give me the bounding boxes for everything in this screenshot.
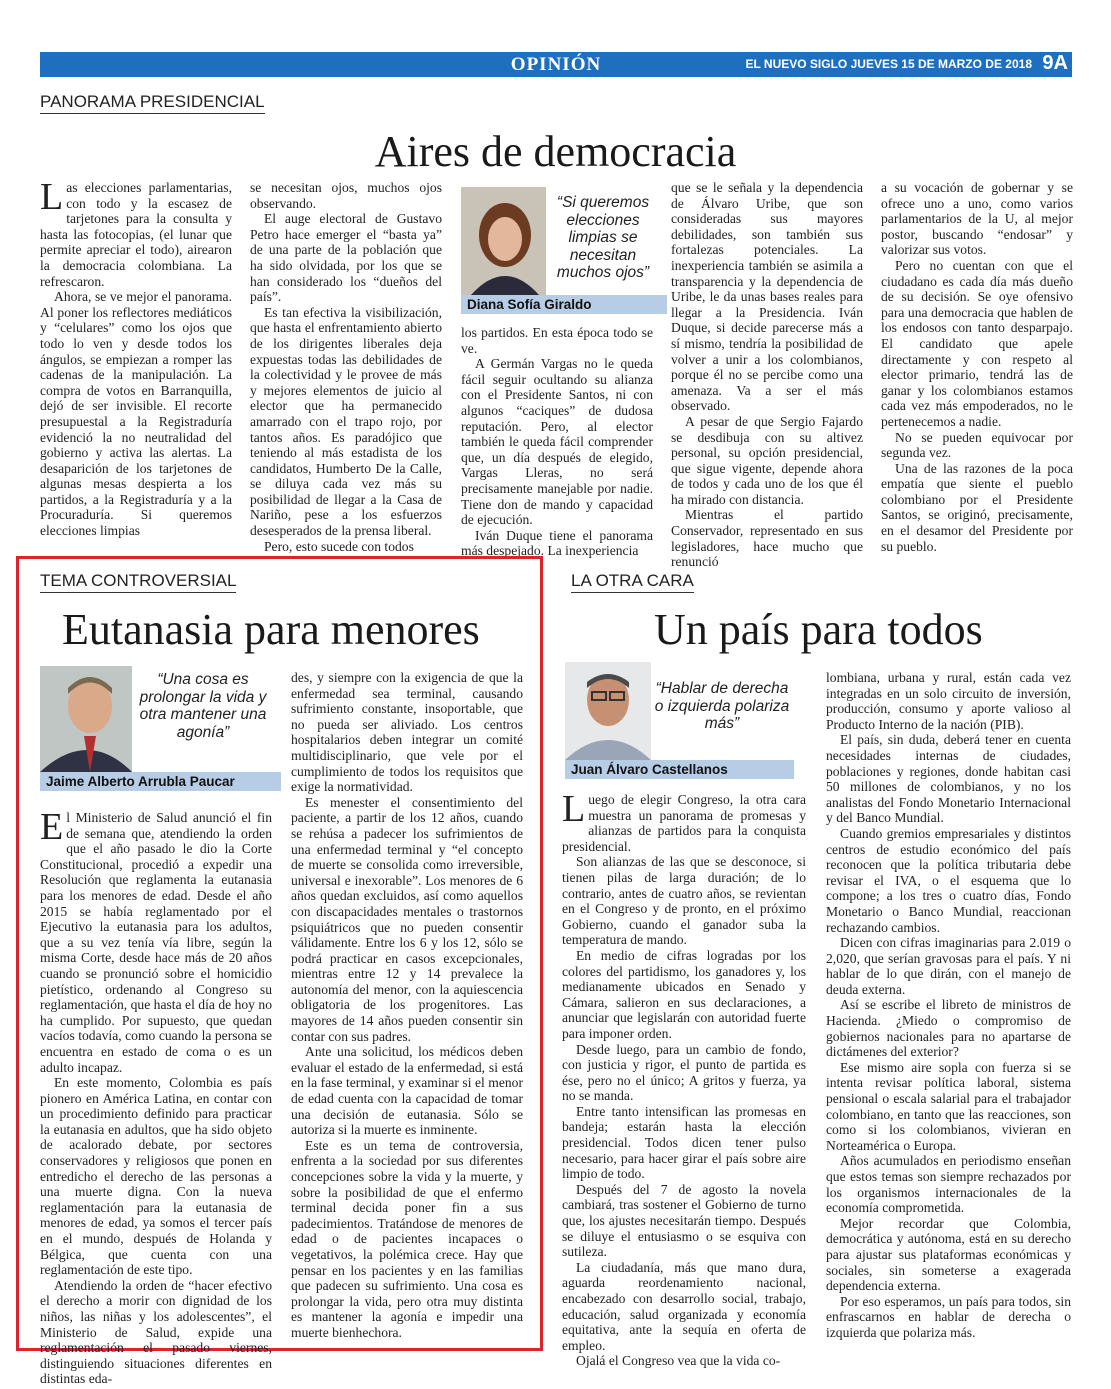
right-kicker: LA OTRA CARA xyxy=(571,571,694,593)
left-pull-quote: “Una cosa es prolongar la vida y otra mantener una agonía” xyxy=(139,671,267,741)
right-pull-quote: “Hablar de derecha o izquierda polariza más” xyxy=(654,680,790,732)
paragraph: Atendiendo la orden de “hacer efectivo el derecho a morir con dignidad de los niños, las niñas y los adolescentes”, el Ministerio de Salud, expide una reglamentación el pasado viernes, distinguiendo situaciones diferentes en distintas eda- xyxy=(40,1277,272,1387)
top-kicker: PANORAMA PRESIDENCIAL xyxy=(40,92,265,114)
paragraph: El país, sin duda, deberá tener en cuenta necesidades internas de ciudades, poblaciones y regiones, donde habitan casi 50 millones de colombianos, y no los analistas del Fondo Monetario Internacional y del Banco Mundial. xyxy=(826,732,1071,826)
section-title: OPINIÓN xyxy=(510,54,602,75)
paragraph: La ciudadanía, más que mano dura, aguarda reordenamiento nacional, encabezado con desarrollo social, trabajo, educación, salud organizada y economía equitativa, ante la sequía en oferta de empleo. xyxy=(562,1259,806,1353)
paragraph: Una de las razones de la poca empatía que siente el pueblo colombiano por el Presidente Santos, se originó, precisamente, en el desamor del Presidente por su pueblo. xyxy=(881,460,1073,554)
author-portrait xyxy=(565,662,651,760)
paragraph xyxy=(562,788,806,854)
paragraph: A Germán Vargas no le queda fácil seguir ocultando su alianza con el Presidente Santos, ni con algunos “caciques” de dudosa reputación. Pero, al elector también le queda fácil comprender que, un día después de elegido, Vargas Lleras, no será precisamente manejable por nadie. Tiene don de mando y capacidad de ejecución. xyxy=(461,356,653,528)
author-portrait-icon xyxy=(40,666,132,772)
paragraph: que se le señala y la dependencia de Álvaro Uribe, que son consideradas sus mayores debilidades, son también sus fortalezas potenciales. La inexperiencia también se asimila a transparencia y la dependencia de Uribe, le da unas bases reales para llegar a la Presidencia. Iván Duque, si decide parecerse más a sí mismo, tendría la posibilidad de volver a unir a los colombianos, porque él no se percibe como una amenaza. Va a ser el más observado. xyxy=(671,180,863,414)
publication-date: EL NUEVO SIGLO JUEVES 15 DE MARZO DE 2018 xyxy=(745,57,1032,71)
paragraph: Iván Duque tiene el panorama más despejado. La inexperiencia xyxy=(461,527,653,559)
paragraph: Desde luego, para un cambio de fondo, con justicia y rigor, el punto de partida es ése, pero no el único; A gritos y fuerza, ya no se manda. xyxy=(562,1041,806,1104)
paragraph-text: as elecciones parlamentarias, con todo y la escasez de tarjetones para la consulta y hasta las fotocopias, (el lunar que permite apreciar el todo), airearon la democracia colombiana. La refrescaron. xyxy=(40,180,232,289)
paragraph xyxy=(40,176,232,289)
drop-cap: E xyxy=(40,806,64,848)
top-column-3 xyxy=(461,325,653,559)
paragraph: Es tan efectiva la visibilización, que hasta el enfrentamiento abierto de los dirigentes liberales deja expuestas todas las debilidades de la colectividad y le provee de más y mejores elementos de juicio al elector que ha permanecido amarrado con el trapo rojo, por tantos años. Es paradójico que teniendo al más estadista de los candidatos, Humberto De la Calle, se diluya cada vez más su posibilidad de llegar a la Casa de Nariño, pese a los esfuerzos desesperados de la prensa liberal. xyxy=(250,304,442,539)
drop-cap: L xyxy=(40,176,64,218)
paragraph: Así se escribe el libreto de ministros de Hacienda. ¿Miedo o compromiso de gobiernos nacionales para no apartarse de dictámenes del exterior? xyxy=(826,997,1071,1060)
drop-cap: L xyxy=(562,788,586,830)
paragraph: Mientras el partido Conservador, representado en sus legisladores, hace mucho que renunció xyxy=(671,507,863,570)
paragraph: No se pueden equivocar por segunda vez. xyxy=(881,429,1073,461)
right-headline: Un país para todos xyxy=(654,605,983,654)
paragraph: los partidos. En esta época todo se ve. xyxy=(461,325,653,356)
left-kicker: TEMA CONTROVERSIAL xyxy=(40,571,236,593)
top-column-2 xyxy=(250,180,442,554)
top-column-5 xyxy=(881,180,1073,554)
paragraph: A pesar de que Sergio Fajardo se desdibuja con su altivez personal, su opción presidencial, que sigue vigente, depende ahora de todos y cada uno de los que él ha mirado con distancia. xyxy=(671,413,863,507)
paragraph: En medio de cifras logradas por los colores del partidismo, los ganadores y, los medianamente ubicados en Senado y Cámara, salieron en sus declaraciones, a anunciar que legislarán con autoridad fuerte para imponer orden. xyxy=(562,947,806,1041)
right-column-2 xyxy=(826,670,1071,1341)
left-author-name: Jaime Alberto Arrubla Paucar xyxy=(40,772,281,791)
paragraph: Por eso esperamos, un país para todos, sin enfrascarnos en hablar de derecha o izquierda que polariza más. xyxy=(826,1293,1071,1340)
paragraph: Cuando gremios empresariales y distintos centros de estudio económico del país reconocen que la política tributaria debe revisar el IVA, o el esquema que lo compone; a los tres o cuatro días, Fondo Monetario o Banco Mundial, reaccionan rechazando cambios. xyxy=(826,825,1071,935)
author-portrait xyxy=(40,666,132,772)
paragraph: El auge electoral de Gustavo Petro hace emerger el “basta ya” de una parte de la población que ha sido olvidada, por los que se han considerado los “dueños del país”. xyxy=(250,211,442,305)
section-masthead xyxy=(40,52,1072,77)
paragraph: Pero no cuentan con que el ciudadano es cada día más dueño de su decisión. Se oye ofensivo para una democracia que hablen de los endosos con tanto desparpajo. El candidato que apele directamente y con respeto al elector primario, tendrá las de ganar y los colombianos estamos cada vez más empoderados, no le pertenecemos a nadie. xyxy=(881,257,1073,429)
paragraph: Este es un tema de controversia, enfrenta a la sociedad por sus diferentes concepciones sobre la vida y la muerte, y sobre la posibilidad de que el enfermo terminal decida poner fin a sus padecimientos. Tratándose de menores de edad o de pacientes incapaces o vegetativos, la polémica crece. Hay que pensar en los pacientes y en las familias que padecen su sufrimiento. Una cosa es prolongar la vida, pero otra muy distinta es mantener la agonía e impedir una muerte bienhechora. xyxy=(291,1137,523,1340)
paragraph: Después del 7 de agosto la novela cambiará, tras sostener el Gobierno de turno que, los ajustes necesitarán tiempo. Después se diluye el entusiasmo o se esquiva con sutileza. xyxy=(562,1181,806,1260)
paragraph: Son alianzas de las que se desconoce, si tienen pilas de larga duración; de lo contrario, antes de cuatro años, se revientan en el Congreso y de pronto, en el próximo Gobierno, cuando el ganador suba la temperatura de mando. xyxy=(562,854,806,948)
paragraph: Años acumulados en periodismo enseñan que estos temas son siempre rechazados por los organismos internacionales de la economía comprometida. xyxy=(826,1153,1071,1216)
paragraph xyxy=(40,806,272,1075)
page-number: 9A xyxy=(1042,52,1068,74)
left-column-2 xyxy=(291,670,523,1341)
right-column-1 xyxy=(562,788,806,1369)
paragraph: Ahora, se ve mejor el panorama. Al poner los reflectores mediáticos y “celulares” como los ojos que todo lo ven y desde todos los ángulos, se empiezan a romper las cadenas de la manipulación. La compra de votos en Barranquilla, dejó de ser invisible. El recorte presupuestal a la Registraduría evidenció la no neutralidad del gobierno y activa las alertas. La desaparición de los tarjetones de algunas mesas despierta a los partidos, a la Registraduría y a la Procuraduría. Si queremos elecciones limpias xyxy=(40,289,232,539)
left-headline: Eutanasia para menores xyxy=(62,605,480,654)
paragraph: Entre tanto intensifican las promesas en bandeja; estarán hasta la elección presidencial. Todos dicen tener pulso necesario, para hacer girar el país sobre aire limpio de todo. xyxy=(562,1103,806,1182)
paragraph: En este momento, Colombia es país pionero en América Latina, en contar con un procedimiento definido para practicar la eutanasia en adultos, que ha sido objeto de acalorado debate, por sectores conservadores y religiosos que ponen en entredicho el derecho de las personas a una muerte digna. Con la nueva reglamentación para la eutanasia de menores de edad, ya somos el tercer país en el mundo, después de Holanda y Bélgica, que cuenta con una reglamentación de este tipo. xyxy=(40,1075,272,1278)
paragraph: des, y siempre con la exigencia de que la enfermedad sea terminal, causando sufrimiento constante, insoportable, que no pueda ser aliviado. Los centros hospitalarios deben integrar un comité multidisciplinario, que vele por el cumplimiento de todos los requisitos que exige la normatividad. xyxy=(291,670,523,795)
right-author-name: Juan Álvaro Castellanos xyxy=(565,760,794,779)
paragraph: Ante una solicitud, los médicos deben evaluar el estado de la enfermedad, si está en la fase terminal, y examinar si el menor de edad cuenta con la capacidad de tomar una decisión de eutanasia. Sólo se autoriza si la muerte es inminente. xyxy=(291,1044,523,1138)
top-column-4 xyxy=(671,180,863,570)
top-pull-quote: “Si queremos elecciones limpias se necesitan muchos ojos” xyxy=(556,194,650,281)
left-column-1 xyxy=(40,806,272,1387)
top-column-1 xyxy=(40,176,232,539)
top-author-name: Diana Sofía Giraldo xyxy=(461,295,667,314)
paragraph: a su vocación de gobernar y se ofrece uno a uno, como varios parlamentarios de la U, al mejor postor, buscando “endosar” y valorizar sus votos. xyxy=(881,180,1073,258)
top-headline: Aires de democracia xyxy=(374,127,737,176)
paragraph: lombiana, urbana y rural, están cada vez integradas en un solo circuito de inversión, producción, consumo y aporte valioso al Producto Interno de la nación (PIB). xyxy=(826,670,1071,732)
paragraph: Ese mismo aire sopla con fuerza si se intenta revisar política laboral, sistema pensional o escala salarial para el trabajador colombiano, en tanto que las reacciones, son como si los colombianos, vivieran en Norteamérica o Europa. xyxy=(826,1059,1071,1153)
paragraph: Pero, esto sucede con todos xyxy=(264,538,414,554)
paragraph: Dicen con cifras imaginarias para 2.019 o 2,020, que serían gravosas para el país. Y ni hablar de lo que dirán, con el manejo de deuda externa. xyxy=(826,935,1071,997)
paragraph: se necesitan ojos, muchos ojos observando. xyxy=(250,180,442,211)
author-portrait-icon xyxy=(461,187,546,295)
author-portrait xyxy=(461,187,546,295)
author-portrait-icon xyxy=(565,662,651,760)
paragraph-text: uego de elegir Congreso, la otra cara muestra un panorama de promesas y alianzas de partidos para la conquista presidencial. xyxy=(562,792,806,854)
paragraph: Es menester el consentimiento del paciente, a partir de los 12 años, cuando se rehúsa a padecer los sufrimientos de una enfermedad terminal y “el concepto de muerte se consolida como irreversible, universal e inexorable”. Los menores de 6 años quedan excluidos, así como aquellos con discapacidades mentales o trastornos psiquiátricos que no pueden consentir válidamente. Entre los 6 y los 12, sólo se podrá practicar en casos excepcionales, mientras entre 12 y 14 prevalece la autonomía del menor, con la aquiescencia obligatoria de los progenitores. Las mayores de 14 años pueden consentir sin contar con sus padres. xyxy=(291,794,523,1044)
paragraph: Ojalá el Congreso vea que la vida co- xyxy=(576,1353,781,1369)
paragraph-text: l Ministerio de Salud anunció el fin de semana que, atendiendo la orden que el año pasado le dio la Corte Constitucional, procedió a expedir una Resolución que reglamenta la eutanasia para los menores de edad. Desde el año 2015 se había reglamentado por el Ejecutivo la eutanasia para los adultos, que a su vez tenía vía libre, según la misma Corte, desde hace más de 20 años cuando se pronunció sobre el homicidio pietístico, ordenando al Congreso su reglamentación, que hasta el día de hoy no ha cumplido. Por supuesto, que quedan vacíos todavía, como cuando la persona se encuentra en estado de coma o es un adulto incapaz. xyxy=(40,810,272,1075)
paragraph: Mejor recordar que Colombia, democrática y autónoma, está en su derecho para ajustar sus plataformas económicas y sociales, sin someterse a exagerada dependencia externa. xyxy=(826,1215,1071,1294)
